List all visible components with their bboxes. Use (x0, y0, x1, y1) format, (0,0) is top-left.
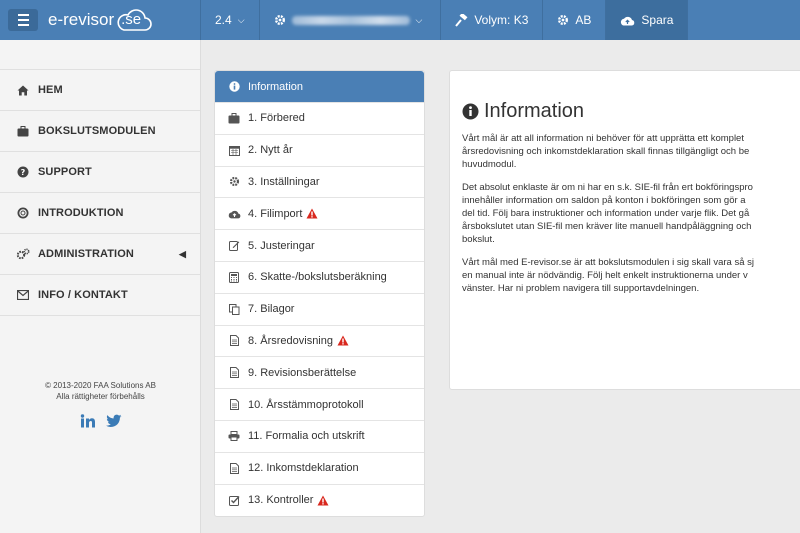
step-1-forbered[interactable] (215, 103, 424, 135)
calculator-icon (227, 272, 241, 283)
briefcase-icon (227, 113, 241, 124)
sidebar-item-support[interactable] (0, 152, 200, 193)
sidebar-item-administration[interactable] (0, 234, 200, 275)
cloud-logo-icon (116, 9, 150, 31)
edit-icon (227, 240, 241, 251)
step-label: 11. Formalia och utskrift (248, 430, 365, 443)
chevron-down-icon: ⌵ (415, 14, 423, 25)
volume-label: Volym: K3 (474, 13, 529, 27)
warning-icon (306, 208, 318, 219)
company-selector[interactable] (260, 0, 442, 40)
gear-icon (557, 14, 569, 26)
information-panel (449, 70, 800, 390)
paragraph: Vårt mål med E-revisor.se är att bokslutsmodulen i sig skall vara så sj en manual inte är nödvändig. Följ helt enkelt instruktionerna under v vänster. Har ni problem navigera till supportavdelningen. (462, 257, 754, 294)
step-4-filimport[interactable] (215, 198, 424, 230)
sidebar-item-info-kontakt[interactable] (0, 275, 200, 316)
sidebar-item-label: INFO / KONTAKT (38, 289, 128, 301)
briefcase-icon (16, 126, 30, 137)
steps-list (214, 70, 425, 517)
top-bar (0, 0, 800, 40)
step-13-kontroller[interactable] (215, 485, 424, 517)
document-icon (227, 399, 241, 410)
svg-text:?: ? (20, 168, 26, 177)
page-title: Information (462, 100, 800, 123)
step-label: 7. Bilagor (248, 303, 295, 316)
gavel-icon (455, 14, 468, 27)
home-icon (16, 85, 30, 96)
copyright-text: © 2013-2020 FAA Solutions AB (45, 381, 156, 390)
year-label: 2.4 (215, 13, 232, 27)
cloud-upload-icon (620, 15, 635, 26)
step-label: 9. Revisionsberättelse (248, 366, 357, 379)
company-type-button[interactable] (543, 0, 606, 40)
step-label: 1. Förbered (248, 112, 305, 125)
logo-suffix: .se (121, 11, 142, 28)
menu-toggle-button[interactable] (8, 9, 38, 31)
checkbox-icon (227, 495, 241, 506)
sidebar-item-label: HEM (38, 84, 63, 96)
paragraph: Vårt mål är att all information ni behöver för att upprätta ett komplet årsredovisning och inkomstdeklaration skall finnas tillgängligt och be huvudmodul. (462, 133, 750, 170)
gear-icon (274, 14, 286, 26)
logo[interactable] (48, 9, 150, 31)
chevron-down-icon: ⌵ (237, 14, 245, 25)
information-text (462, 132, 800, 295)
gear-icon (227, 176, 241, 187)
info-icon (462, 103, 479, 120)
step-label: 13. Kontroller (248, 494, 314, 507)
linkedin-icon[interactable] (80, 414, 96, 428)
warning-icon (317, 495, 329, 506)
chevron-left-icon: ◀ (178, 248, 186, 259)
step-label: 5. Justeringar (248, 239, 315, 252)
year-selector[interactable] (201, 0, 260, 40)
document-icon (227, 367, 241, 378)
envelope-icon (16, 290, 30, 300)
cogs-icon (16, 248, 30, 260)
twitter-icon[interactable] (106, 414, 122, 428)
lifebuoy-icon (16, 207, 30, 219)
step-5-justeringar[interactable] (215, 230, 424, 262)
step-11-formalia-utskrift[interactable] (215, 421, 424, 453)
document-icon (227, 335, 241, 346)
step-label: 2. Nytt år (248, 144, 293, 157)
sidebar-item-label: SUPPORT (38, 166, 92, 178)
step-6-skatteberakning[interactable] (215, 262, 424, 294)
question-icon (16, 166, 30, 178)
step-label: 12. Inkomstdeklaration (248, 462, 359, 475)
document-icon (227, 463, 241, 474)
info-icon (227, 81, 241, 92)
sidebar-item-label: INTRODUKTION (38, 207, 124, 219)
step-information[interactable] (215, 71, 424, 103)
brand-area (0, 0, 201, 40)
save-button[interactable] (606, 0, 688, 40)
step-9-revisionsberattelse[interactable] (215, 357, 424, 389)
cloud-upload-icon (227, 209, 241, 219)
step-label: 6. Skatte-/bokslutsberäkning (248, 271, 387, 284)
company-type-label: AB (575, 13, 592, 27)
sidebar (0, 40, 201, 533)
warning-icon (337, 335, 349, 346)
sidebar-item-hem[interactable] (0, 70, 200, 111)
step-label: 8. Årsredovisning (248, 334, 333, 347)
paragraph: Det absolut enklaste är om ni har en s.k. SIE-fil från ert bokföringspro innehåller information om saldon på konton i bokföringen som gör a del tid. Följ bara instruktioner och information under varje flik. Det gå årsbokslutet utan SIE-fil men kräver lite manuell handpåläggning och bokslut. (462, 182, 753, 245)
step-10-arsstammoprotokoll[interactable] (215, 389, 424, 421)
save-label: Spara (641, 13, 674, 27)
sidebar-footer (0, 380, 201, 428)
sidebar-item-label: ADMINISTRATION (38, 248, 134, 260)
sidebar-item-introduktion[interactable] (0, 193, 200, 234)
step-2-nytt-ar[interactable] (215, 135, 424, 167)
step-3-installningar[interactable] (215, 167, 424, 199)
step-label: 4. Filimport (248, 207, 303, 220)
rights-text: Alla rättigheter förbehålls (56, 392, 145, 401)
step-7-bilagor[interactable] (215, 294, 424, 326)
hamburger-icon (18, 14, 29, 16)
step-8-arsredovisning[interactable] (215, 326, 424, 358)
sidebar-item-bokslutsmodulen[interactable] (0, 111, 200, 152)
step-label: 10. Årsstämmoprotokoll (248, 398, 364, 411)
step-12-inkomstdeklaration[interactable] (215, 453, 424, 485)
logo-text: e-revisor (48, 10, 115, 29)
volume-button[interactable] (441, 0, 543, 40)
step-label: 3. Inställningar (248, 175, 320, 188)
print-icon (227, 431, 241, 441)
sidebar-item-label: BOKSLUTSMODULEN (38, 125, 156, 137)
company-name (292, 16, 410, 25)
social-links (0, 414, 201, 428)
copy-icon (227, 304, 241, 315)
sidebar-nav (0, 69, 200, 316)
calendar-icon (227, 145, 241, 156)
step-label: Information (248, 80, 304, 93)
